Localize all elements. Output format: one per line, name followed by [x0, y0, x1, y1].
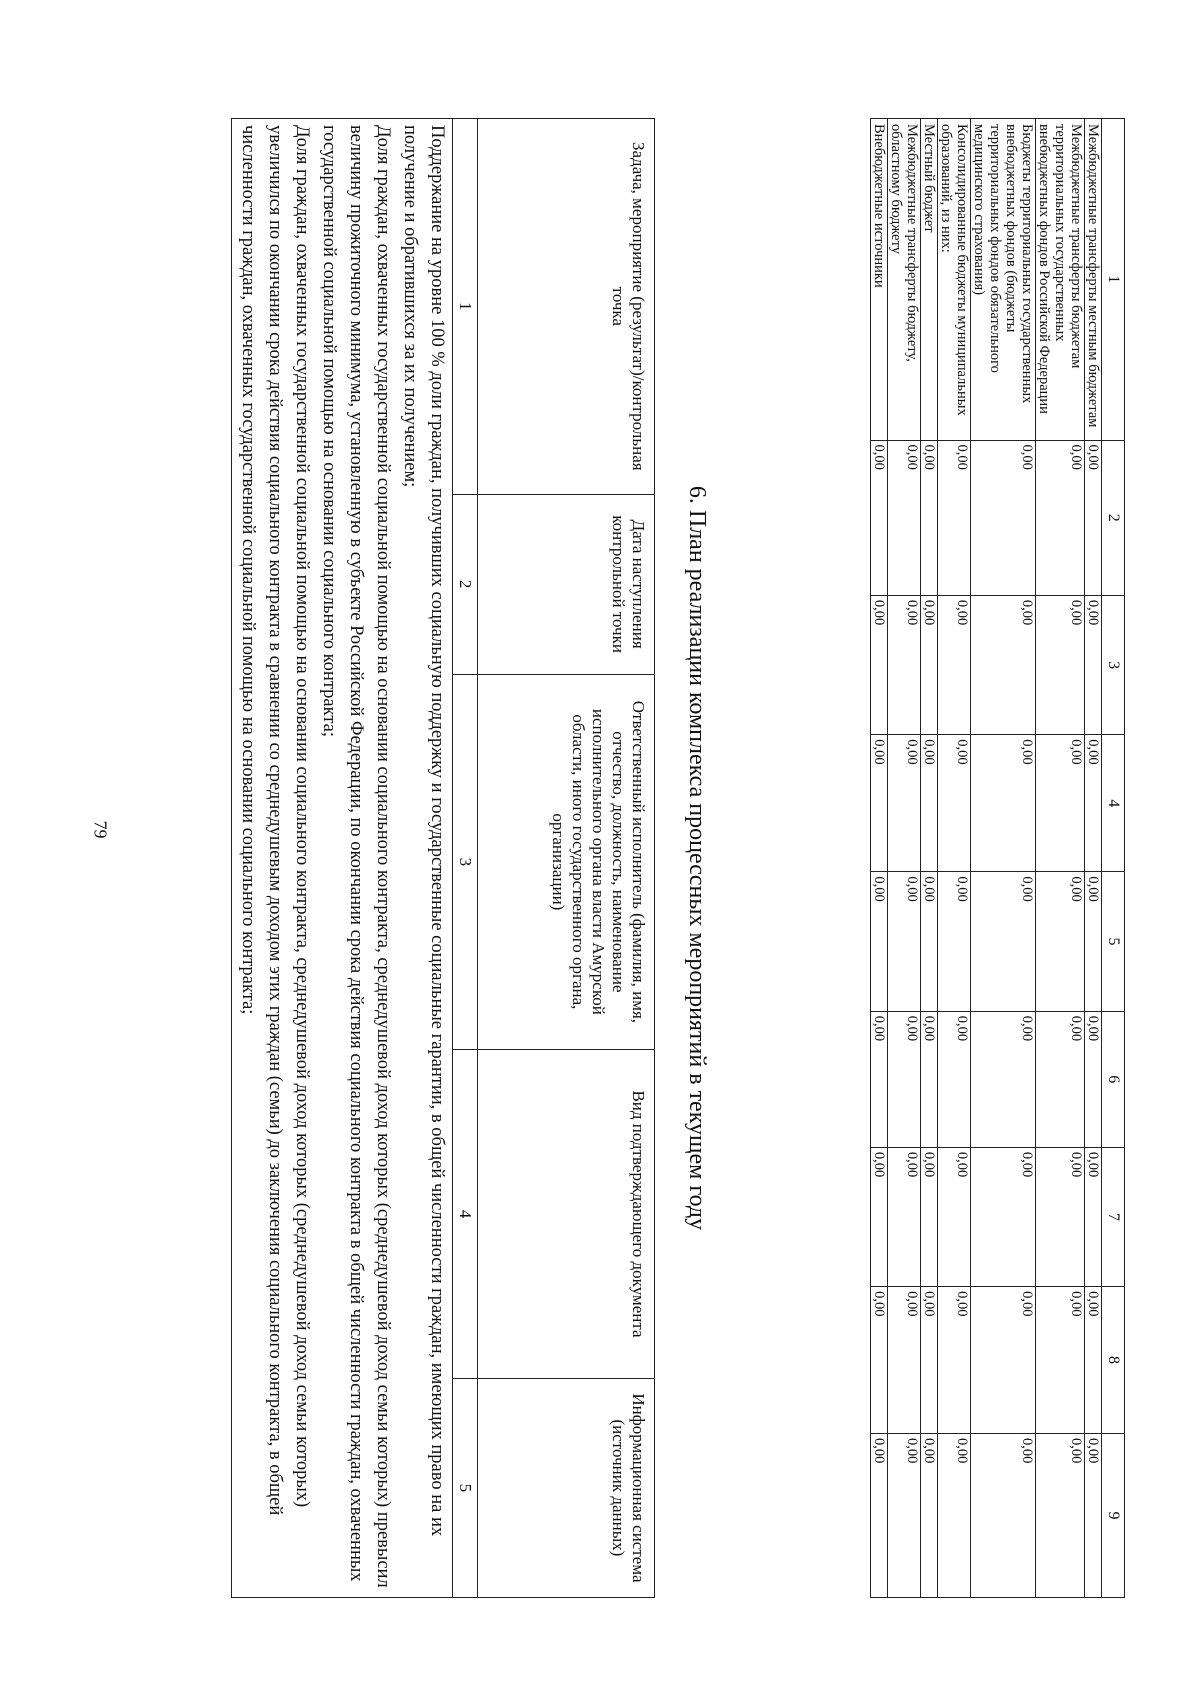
funding-table-row [938, 119, 971, 1598]
funding-cell-value: 0,00 [1085, 735, 1102, 872]
funding-cell-value: 0,00 [1036, 1147, 1085, 1286]
funding-table-header-row [1102, 119, 1125, 1598]
funding-cell-value: 0,00 [921, 595, 938, 734]
funding-cell-value: 0,00 [921, 1433, 938, 1597]
funding-table [870, 118, 1125, 1598]
funding-table-row [1085, 119, 1102, 1598]
funding-row-label: Внебюджетные источники [871, 119, 888, 441]
funding-cell-value: 0,00 [938, 440, 971, 595]
funding-row-label: Бюджеты территориальных государственных внебюджетных фондов (бюджеты территориальных фондов обязательного медицинского страхования) [971, 119, 1036, 441]
funding-cell-value: 0,00 [871, 440, 888, 595]
funding-col-header: 1 [1102, 119, 1125, 441]
funding-cell-value: 0,00 [871, 595, 888, 734]
funding-cell-value: 0,00 [1085, 440, 1102, 595]
plan-col-number: 4 [453, 1050, 478, 1379]
plan-col-number: 2 [453, 494, 478, 674]
funding-cell-value: 0,00 [871, 1011, 888, 1147]
funding-col-header: 8 [1102, 1287, 1125, 1434]
funding-cell-value: 0,00 [1036, 440, 1085, 595]
funding-cell-value: 0,00 [871, 1147, 888, 1286]
funding-cell-value: 0,00 [971, 595, 1036, 734]
funding-cell-value: 0,00 [888, 735, 921, 872]
funding-col-header: 2 [1102, 440, 1125, 595]
plan-task-row [232, 119, 453, 1598]
funding-row-label: Межбюджетные трансферты бюджету, областному бюджету [888, 119, 921, 441]
funding-table-row [1036, 119, 1085, 1598]
funding-cell-value: 0,00 [971, 1011, 1036, 1147]
funding-cell-value: 0,00 [871, 735, 888, 872]
funding-row-label: Консолидированные бюджеты муниципальных образований, из них: [938, 119, 971, 441]
funding-cell-value: 0,00 [921, 872, 938, 1011]
funding-cell-value: 0,00 [938, 872, 971, 1011]
funding-cell-value: 0,00 [1085, 1147, 1102, 1286]
plan-col-header-document: Вид подтверждающего документа [478, 1050, 655, 1379]
funding-cell-value: 0,00 [938, 1433, 971, 1597]
funding-cell-value: 0,00 [1085, 1287, 1102, 1434]
page-number: 79 [90, 820, 111, 839]
plan-task-cell [232, 119, 453, 1598]
funding-cell-value: 0,00 [971, 872, 1036, 1011]
funding-row-label: Местный бюджет [921, 119, 938, 441]
funding-cell-value: 0,00 [888, 1433, 921, 1597]
funding-col-header: 4 [1102, 735, 1125, 872]
funding-table-row [921, 119, 938, 1598]
funding-cell-value: 0,00 [1036, 1433, 1085, 1597]
funding-cell-value: 0,00 [938, 735, 971, 872]
funding-cell-value: 0,00 [1036, 1287, 1085, 1434]
plan-table [231, 118, 655, 1598]
funding-cell-value: 0,00 [971, 735, 1036, 872]
plan-col-number: 5 [453, 1378, 478, 1597]
plan-col-header-responsible: Ответственный исполнитель (фамилия, имя, отчество, должность, наименование исполнительного органа власти Амурской области, иного государственного органа, организации) [478, 674, 655, 1050]
funding-cell-value: 0,00 [1085, 1011, 1102, 1147]
funding-cell-value: 0,00 [921, 1147, 938, 1286]
funding-cell-value: 0,00 [1085, 1433, 1102, 1597]
funding-cell-value: 0,00 [938, 1287, 971, 1434]
funding-cell-value: 0,00 [871, 1287, 888, 1434]
funding-cell-value: 0,00 [971, 1147, 1036, 1286]
funding-table-row [888, 119, 921, 1598]
funding-cell-value: 0,00 [971, 1287, 1036, 1434]
funding-col-header: 7 [1102, 1147, 1125, 1286]
task-paragraph: Доля граждан, охваченных государственной социальной помощью на основании социального контракта, среднедушевой доход которых (среднедушевой доход семьи которых) увеличился по окончании срока действия социального контракта в сравнении со среднедушевым доходом этих граждан (семьи) до заключения социального контракта, в общей численности граждан, охваченных государственной социальной помощью на основании социального контракта; [238, 125, 312, 1516]
funding-col-header: 3 [1102, 595, 1125, 734]
funding-cell-value: 0,00 [888, 872, 921, 1011]
funding-cell-value: 0,00 [1085, 872, 1102, 1011]
plan-table-header-row [478, 119, 655, 1598]
funding-cell-value: 0,00 [921, 1287, 938, 1434]
plan-table-number-row [453, 119, 478, 1598]
funding-cell-value: 0,00 [921, 1011, 938, 1147]
funding-col-header: 9 [1102, 1433, 1125, 1597]
funding-cell-value: 0,00 [938, 1011, 971, 1147]
funding-row-label: Межбюджетные трансферты бюджетам территориальных государственных внебюджетных фондов Российской Федерации [1036, 119, 1085, 441]
funding-cell-value: 0,00 [871, 872, 888, 1011]
funding-cell-value: 0,00 [1085, 595, 1102, 734]
funding-cell-value: 0,00 [888, 1147, 921, 1286]
funding-row-label: Межбюджетные трансферты местным бюджетам [1085, 119, 1102, 441]
funding-cell-value: 0,00 [888, 1011, 921, 1147]
funding-table-row [871, 119, 888, 1598]
funding-cell-value: 0,00 [888, 1287, 921, 1434]
plan-col-number: 3 [453, 674, 478, 1050]
funding-cell-value: 0,00 [938, 1147, 971, 1286]
task-paragraph: Поддержание на уровне 100 % доли граждан, получивших социальную поддержку и государственные социальные гарантии, в общей численности граждан, имеющих право на их получение и обратившихся за их получением; [400, 125, 447, 1537]
funding-cell-value: 0,00 [1036, 735, 1085, 872]
plan-col-number: 1 [453, 119, 478, 495]
funding-cell-value: 0,00 [1036, 872, 1085, 1011]
funding-cell-value: 0,00 [971, 440, 1036, 595]
funding-col-header: 6 [1102, 1011, 1125, 1147]
funding-cell-value: 0,00 [871, 1433, 888, 1597]
plan-col-header-info-system: Информационная система (источник данных) [478, 1378, 655, 1597]
funding-cell-value: 0,00 [921, 735, 938, 872]
funding-cell-value: 0,00 [1036, 595, 1085, 734]
funding-cell-value: 0,00 [888, 595, 921, 734]
funding-col-header: 5 [1102, 872, 1125, 1011]
section-title: 6. План реализации комплекса процессных мероприятий в текущем году [684, 485, 710, 1231]
plan-col-header-task: Задача, мероприятие (результат)/контрольная точка [478, 119, 655, 495]
funding-cell-value: 0,00 [888, 440, 921, 595]
plan-col-header-date: Дата наступления контрольной точки [478, 494, 655, 674]
funding-cell-value: 0,00 [1036, 1011, 1085, 1147]
funding-cell-value: 0,00 [971, 1433, 1036, 1597]
funding-cell-value: 0,00 [921, 440, 938, 595]
rotated-page-content [165, 118, 1125, 1618]
funding-table-row [971, 119, 1036, 1598]
funding-cell-value: 0,00 [938, 595, 971, 734]
task-paragraph: Доля граждан, охваченных государственной социальной помощью на основании социального контракта, среднедушевой доход которых (среднедушевой доход семьи которых) превысил величину прожиточного минимума, установленную в субъекте Российской Федерации, по окончании срока действия социального контракта в общей численности граждан, охваченных государственной социальной помощью на основании социального контракта; [319, 125, 393, 1588]
